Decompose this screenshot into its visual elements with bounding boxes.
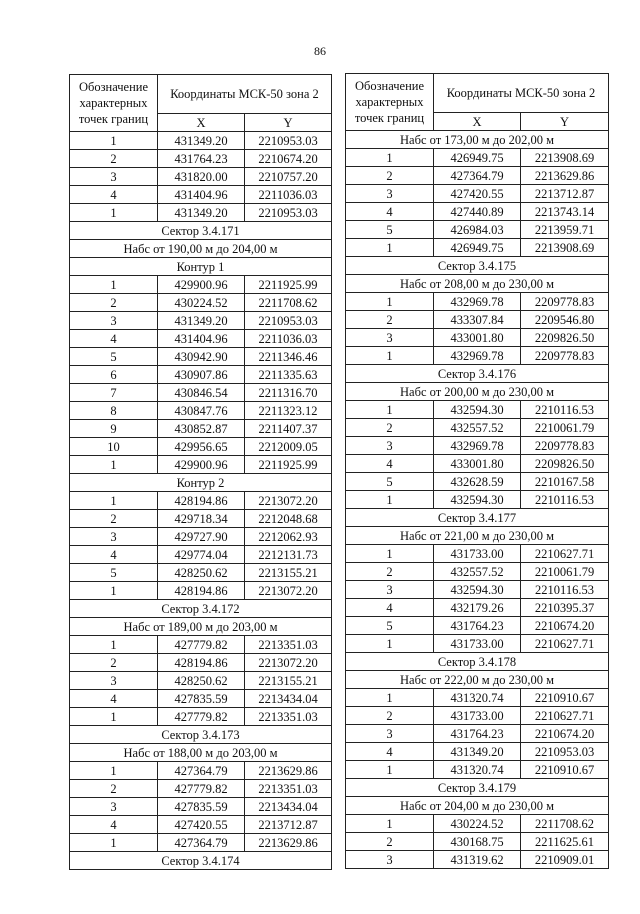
coordinate-row xyxy=(346,707,609,725)
coordinate-y: 2211036.03 xyxy=(245,186,332,204)
header-coordinates: Координаты МСК-50 зона 2 xyxy=(434,74,609,113)
point-number: 1 xyxy=(346,239,434,257)
point-number: 3 xyxy=(70,312,158,330)
coordinate-x: 431349.20 xyxy=(158,204,245,222)
coordinate-y: 2213351.03 xyxy=(245,708,332,726)
coordinate-y: 2213908.69 xyxy=(521,239,609,257)
coordinate-x: 429774.04 xyxy=(158,546,245,564)
coordinate-x: 429718.34 xyxy=(158,510,245,528)
point-number: 2 xyxy=(70,150,158,168)
coordinate-x: 430168.75 xyxy=(434,833,521,851)
point-number: 4 xyxy=(70,690,158,708)
coordinate-y: 2213959.71 xyxy=(521,221,609,239)
coordinate-x: 431764.23 xyxy=(434,725,521,743)
point-number: 4 xyxy=(70,546,158,564)
coordinate-x: 431733.00 xyxy=(434,707,521,725)
point-number: 1 xyxy=(70,582,158,600)
point-number: 1 xyxy=(70,204,158,222)
point-number: 2 xyxy=(346,419,434,437)
coordinate-row xyxy=(70,546,332,564)
coordinate-row xyxy=(346,347,609,365)
coordinate-x: 431820.00 xyxy=(158,168,245,186)
coordinate-y: 2209826.50 xyxy=(521,329,609,347)
coordinate-x: 427364.79 xyxy=(158,834,245,852)
point-number: 2 xyxy=(70,294,158,312)
section-label: Сектор 3.4.171 xyxy=(70,222,332,240)
coordinate-x: 431349.20 xyxy=(434,743,521,761)
section-row xyxy=(346,131,609,149)
coordinate-x: 426984.03 xyxy=(434,221,521,239)
coordinate-x: 432969.78 xyxy=(434,437,521,455)
section-label: Набс от 222,00 м до 230,00 м xyxy=(346,671,609,689)
coordinate-y: 2211335.63 xyxy=(245,366,332,384)
coordinate-row xyxy=(70,150,332,168)
coordinate-x: 429900.96 xyxy=(158,456,245,474)
section-label: Сектор 3.4.176 xyxy=(346,365,609,383)
coordinate-row xyxy=(70,330,332,348)
coordinate-x: 432594.30 xyxy=(434,491,521,509)
coordinate-x: 430942.90 xyxy=(158,348,245,366)
coordinate-row xyxy=(346,185,609,203)
coordinate-y: 2210953.03 xyxy=(245,132,332,150)
coordinate-y: 2213629.86 xyxy=(245,762,332,780)
header-coordinates: Координаты МСК-50 зона 2 xyxy=(158,75,332,114)
coordinate-y: 2211925.99 xyxy=(245,276,332,294)
coordinate-x: 427420.55 xyxy=(434,185,521,203)
coordinate-row xyxy=(346,329,609,347)
coordinate-y: 2211036.03 xyxy=(245,330,332,348)
point-number: 2 xyxy=(346,167,434,185)
coordinate-row xyxy=(70,294,332,312)
coordinate-y: 2210910.67 xyxy=(521,761,609,779)
point-number: 8 xyxy=(70,402,158,420)
section-label: Набс от 173,00 м до 202,00 м xyxy=(346,131,609,149)
coordinate-y: 2210953.03 xyxy=(245,312,332,330)
coordinate-row xyxy=(70,204,332,222)
coordinate-y: 2210627.71 xyxy=(521,707,609,725)
coordinate-y: 2212062.93 xyxy=(245,528,332,546)
coordinate-y: 2213908.69 xyxy=(521,149,609,167)
coordinate-row xyxy=(70,690,332,708)
coordinate-y: 2212131.73 xyxy=(245,546,332,564)
coordinate-row xyxy=(70,420,332,438)
coordinate-x: 430846.54 xyxy=(158,384,245,402)
coordinate-x: 432557.52 xyxy=(434,563,521,581)
section-row xyxy=(70,852,332,870)
point-number: 4 xyxy=(346,203,434,221)
coordinate-row xyxy=(346,149,609,167)
coordinate-x: 431404.96 xyxy=(158,330,245,348)
coordinate-row xyxy=(70,186,332,204)
coordinate-row xyxy=(70,636,332,654)
section-row xyxy=(346,383,609,401)
coordinate-y: 2209826.50 xyxy=(521,455,609,473)
section-label: Сектор 3.4.174 xyxy=(70,852,332,870)
coordinate-y: 2210627.71 xyxy=(521,545,609,563)
point-number: 4 xyxy=(70,330,158,348)
coordinate-y: 2210910.67 xyxy=(521,689,609,707)
point-number: 1 xyxy=(346,689,434,707)
point-number: 7 xyxy=(70,384,158,402)
point-number: 1 xyxy=(346,149,434,167)
header-point-label: Обозначение характерных точек границ xyxy=(346,74,434,131)
section-row xyxy=(346,671,609,689)
section-row xyxy=(70,222,332,240)
coordinate-row xyxy=(70,384,332,402)
coordinate-row xyxy=(346,167,609,185)
coordinate-row xyxy=(70,528,332,546)
coordinate-x: 432594.30 xyxy=(434,401,521,419)
point-number: 3 xyxy=(346,851,434,869)
section-row xyxy=(346,779,609,797)
coordinate-x: 430224.52 xyxy=(158,294,245,312)
coordinate-x: 428250.62 xyxy=(158,672,245,690)
coordinate-y: 2210953.03 xyxy=(521,743,609,761)
coordinate-y: 2210909.01 xyxy=(521,851,609,869)
point-number: 1 xyxy=(70,456,158,474)
header-x: X xyxy=(158,114,245,132)
coordinate-y: 2211925.99 xyxy=(245,456,332,474)
coordinate-row xyxy=(70,798,332,816)
coordinate-y: 2209778.83 xyxy=(521,437,609,455)
point-number: 10 xyxy=(70,438,158,456)
section-row xyxy=(70,258,332,276)
coordinates-table-left xyxy=(69,74,332,870)
coordinate-x: 429727.90 xyxy=(158,528,245,546)
coordinate-y: 2213351.03 xyxy=(245,780,332,798)
coordinate-row xyxy=(346,689,609,707)
coordinates-table-right xyxy=(345,73,609,869)
point-number: 2 xyxy=(70,510,158,528)
point-number: 4 xyxy=(346,743,434,761)
coordinate-y: 2210757.20 xyxy=(245,168,332,186)
coordinate-x: 432628.59 xyxy=(434,473,521,491)
coordinate-x: 431349.20 xyxy=(158,312,245,330)
point-number: 2 xyxy=(70,654,158,672)
section-row xyxy=(346,365,609,383)
coordinate-y: 2210674.20 xyxy=(245,150,332,168)
section-label: Набс от 204,00 м до 230,00 м xyxy=(346,797,609,815)
coordinate-row xyxy=(346,401,609,419)
coordinate-y: 2211708.62 xyxy=(521,815,609,833)
section-label: Набс от 221,00 м до 230,00 м xyxy=(346,527,609,545)
coordinate-row xyxy=(70,654,332,672)
point-number: 1 xyxy=(346,491,434,509)
coordinate-row xyxy=(70,132,332,150)
coordinate-x: 427779.82 xyxy=(158,636,245,654)
coordinate-x: 432594.30 xyxy=(434,581,521,599)
point-number: 2 xyxy=(346,833,434,851)
point-number: 2 xyxy=(70,780,158,798)
coordinate-row xyxy=(70,780,332,798)
coordinate-row xyxy=(346,203,609,221)
coordinate-y: 2210674.20 xyxy=(521,617,609,635)
coordinate-x: 427440.89 xyxy=(434,203,521,221)
coordinate-row xyxy=(346,725,609,743)
coordinate-y: 2210627.71 xyxy=(521,635,609,653)
section-row xyxy=(346,257,609,275)
coordinate-row xyxy=(346,491,609,509)
coordinate-y: 2210953.03 xyxy=(245,204,332,222)
point-number: 5 xyxy=(70,564,158,582)
coordinate-row xyxy=(346,599,609,617)
coordinate-x: 429956.65 xyxy=(158,438,245,456)
point-number: 9 xyxy=(70,420,158,438)
coordinate-x: 431764.23 xyxy=(434,617,521,635)
point-number: 5 xyxy=(346,221,434,239)
coordinate-x: 433307.84 xyxy=(434,311,521,329)
coordinate-x: 430852.87 xyxy=(158,420,245,438)
coordinate-y: 2209778.83 xyxy=(521,293,609,311)
point-number: 5 xyxy=(70,348,158,366)
point-number: 4 xyxy=(346,455,434,473)
coordinate-x: 427835.59 xyxy=(158,798,245,816)
point-number: 1 xyxy=(346,293,434,311)
coordinate-y: 2211625.61 xyxy=(521,833,609,851)
coordinate-x: 431320.74 xyxy=(434,761,521,779)
header-x: X xyxy=(434,113,521,131)
coordinate-x: 427364.79 xyxy=(158,762,245,780)
section-row xyxy=(70,618,332,636)
coordinate-row xyxy=(70,582,332,600)
point-number: 1 xyxy=(346,761,434,779)
coordinate-row xyxy=(346,545,609,563)
section-row xyxy=(70,474,332,492)
coordinate-y: 2213351.03 xyxy=(245,636,332,654)
coordinate-row xyxy=(346,833,609,851)
coordinate-x: 426949.75 xyxy=(434,149,521,167)
coordinate-row xyxy=(346,815,609,833)
coordinate-row xyxy=(346,455,609,473)
coordinate-row xyxy=(70,510,332,528)
coordinate-y: 2210674.20 xyxy=(521,725,609,743)
section-label: Набс от 190,00 м до 204,00 м xyxy=(70,240,332,258)
point-number: 3 xyxy=(346,725,434,743)
point-number: 1 xyxy=(70,834,158,852)
coordinate-row xyxy=(346,581,609,599)
coordinate-row xyxy=(70,672,332,690)
coordinate-x: 427420.55 xyxy=(158,816,245,834)
coordinate-y: 2210167.58 xyxy=(521,473,609,491)
coordinate-x: 430847.76 xyxy=(158,402,245,420)
coordinate-row xyxy=(70,708,332,726)
coordinate-row xyxy=(70,564,332,582)
point-number: 1 xyxy=(346,635,434,653)
coordinate-y: 2213712.87 xyxy=(245,816,332,834)
point-number: 1 xyxy=(346,545,434,563)
point-number: 3 xyxy=(70,798,158,816)
point-number: 3 xyxy=(70,168,158,186)
section-label: Сектор 3.4.179 xyxy=(346,779,609,797)
point-number: 3 xyxy=(346,185,434,203)
point-number: 1 xyxy=(70,636,158,654)
coordinate-row xyxy=(70,168,332,186)
point-number: 2 xyxy=(346,563,434,581)
point-number: 4 xyxy=(70,816,158,834)
coordinate-x: 426949.75 xyxy=(434,239,521,257)
point-number: 4 xyxy=(70,186,158,204)
coordinate-y: 2210116.53 xyxy=(521,491,609,509)
section-row xyxy=(346,527,609,545)
coordinate-x: 427779.82 xyxy=(158,780,245,798)
coordinate-y: 2211407.37 xyxy=(245,420,332,438)
point-number: 1 xyxy=(70,492,158,510)
coordinate-y: 2212048.68 xyxy=(245,510,332,528)
coordinate-row xyxy=(70,816,332,834)
coordinate-row xyxy=(70,834,332,852)
coordinate-row xyxy=(346,221,609,239)
point-number: 6 xyxy=(70,366,158,384)
point-number: 3 xyxy=(346,329,434,347)
section-label: Набс от 188,00 м до 203,00 м xyxy=(70,744,332,762)
coordinate-x: 430224.52 xyxy=(434,815,521,833)
section-label: Контур 1 xyxy=(70,258,332,276)
coordinate-x: 427779.82 xyxy=(158,708,245,726)
coordinate-row xyxy=(346,851,609,869)
coordinate-y: 2209546.80 xyxy=(521,311,609,329)
point-number: 1 xyxy=(70,708,158,726)
coordinate-row xyxy=(346,743,609,761)
page-number: 86 xyxy=(314,44,326,58)
point-number: 5 xyxy=(346,473,434,491)
coordinate-x: 429900.96 xyxy=(158,276,245,294)
point-number: 1 xyxy=(70,276,158,294)
section-label: Набс от 208,00 м до 230,00 м xyxy=(346,275,609,293)
coordinate-y: 2210061.79 xyxy=(521,419,609,437)
section-row xyxy=(346,797,609,815)
coordinate-row xyxy=(346,311,609,329)
coordinate-y: 2212009.05 xyxy=(245,438,332,456)
coordinate-x: 431764.23 xyxy=(158,150,245,168)
coordinate-y: 2213629.86 xyxy=(521,167,609,185)
coordinate-row xyxy=(70,366,332,384)
coordinate-row xyxy=(70,492,332,510)
coordinate-y: 2211316.70 xyxy=(245,384,332,402)
point-number: 1 xyxy=(346,815,434,833)
coordinate-y: 2210116.53 xyxy=(521,581,609,599)
coordinate-y: 2210116.53 xyxy=(521,401,609,419)
coordinate-row xyxy=(346,617,609,635)
coordinate-y: 2211346.46 xyxy=(245,348,332,366)
section-label: Набс от 189,00 м до 203,00 м xyxy=(70,618,332,636)
coordinate-row xyxy=(346,473,609,491)
point-number: 5 xyxy=(346,617,434,635)
coordinate-x: 431404.96 xyxy=(158,186,245,204)
coordinate-row xyxy=(70,456,332,474)
point-number: 4 xyxy=(346,599,434,617)
coordinate-row xyxy=(346,239,609,257)
coordinate-y: 2213072.20 xyxy=(245,492,332,510)
section-row xyxy=(70,600,332,618)
coordinate-row xyxy=(346,563,609,581)
coordinate-y: 2213712.87 xyxy=(521,185,609,203)
coordinate-x: 432557.52 xyxy=(434,419,521,437)
section-label: Контур 2 xyxy=(70,474,332,492)
section-label: Сектор 3.4.178 xyxy=(346,653,609,671)
section-label: Сектор 3.4.173 xyxy=(70,726,332,744)
coordinate-row xyxy=(70,402,332,420)
header-point-label: Обозначение характерных точек границ xyxy=(70,75,158,132)
section-row xyxy=(346,653,609,671)
coordinate-y: 2213155.21 xyxy=(245,564,332,582)
coordinate-row xyxy=(346,437,609,455)
point-number: 3 xyxy=(70,672,158,690)
section-row xyxy=(70,726,332,744)
point-number: 1 xyxy=(346,401,434,419)
coordinate-y: 2209778.83 xyxy=(521,347,609,365)
section-label: Сектор 3.4.172 xyxy=(70,600,332,618)
section-label: Набс от 200,00 м до 230,00 м xyxy=(346,383,609,401)
coordinate-row xyxy=(346,419,609,437)
section-row xyxy=(70,240,332,258)
coordinate-x: 431319.62 xyxy=(434,851,521,869)
point-number: 3 xyxy=(70,528,158,546)
coordinate-row xyxy=(70,312,332,330)
point-number: 2 xyxy=(346,707,434,725)
coordinate-x: 431733.00 xyxy=(434,545,521,563)
section-label: Сектор 3.4.175 xyxy=(346,257,609,275)
coordinate-row xyxy=(70,348,332,366)
section-row xyxy=(346,275,609,293)
section-row xyxy=(70,744,332,762)
coordinate-row xyxy=(346,293,609,311)
coordinate-x: 428194.86 xyxy=(158,654,245,672)
point-number: 1 xyxy=(70,132,158,150)
coordinate-x: 427835.59 xyxy=(158,690,245,708)
coordinate-y: 2210395.37 xyxy=(521,599,609,617)
coordinate-y: 2211323.12 xyxy=(245,402,332,420)
coordinate-y: 2213155.21 xyxy=(245,672,332,690)
coordinate-x: 428194.86 xyxy=(158,582,245,600)
point-number: 1 xyxy=(346,347,434,365)
coordinate-x: 427364.79 xyxy=(434,167,521,185)
section-row xyxy=(346,509,609,527)
coordinate-row xyxy=(346,635,609,653)
coordinate-x: 433001.80 xyxy=(434,329,521,347)
point-number: 2 xyxy=(346,311,434,329)
coordinate-y: 2213072.20 xyxy=(245,654,332,672)
coordinate-x: 431733.00 xyxy=(434,635,521,653)
coordinate-y: 2213743.14 xyxy=(521,203,609,221)
coordinate-x: 432179.26 xyxy=(434,599,521,617)
coordinate-x: 431320.74 xyxy=(434,689,521,707)
coordinate-row xyxy=(346,761,609,779)
coordinate-y: 2213629.86 xyxy=(245,834,332,852)
coordinate-x: 431349.20 xyxy=(158,132,245,150)
coordinate-x: 432969.78 xyxy=(434,347,521,365)
point-number: 3 xyxy=(346,581,434,599)
coordinate-row xyxy=(70,762,332,780)
coordinate-row xyxy=(70,276,332,294)
point-number: 1 xyxy=(70,762,158,780)
section-label: Сектор 3.4.177 xyxy=(346,509,609,527)
coordinate-y: 2213434.04 xyxy=(245,690,332,708)
coordinate-y: 2210061.79 xyxy=(521,563,609,581)
header-y: Y xyxy=(245,114,332,132)
coordinate-x: 432969.78 xyxy=(434,293,521,311)
coordinate-x: 433001.80 xyxy=(434,455,521,473)
coordinate-x: 430907.86 xyxy=(158,366,245,384)
coordinate-x: 428194.86 xyxy=(158,492,245,510)
coordinate-y: 2213072.20 xyxy=(245,582,332,600)
point-number: 3 xyxy=(346,437,434,455)
coordinate-y: 2213434.04 xyxy=(245,798,332,816)
coordinate-y: 2211708.62 xyxy=(245,294,332,312)
coordinate-x: 428250.62 xyxy=(158,564,245,582)
header-y: Y xyxy=(521,113,609,131)
coordinate-row xyxy=(70,438,332,456)
